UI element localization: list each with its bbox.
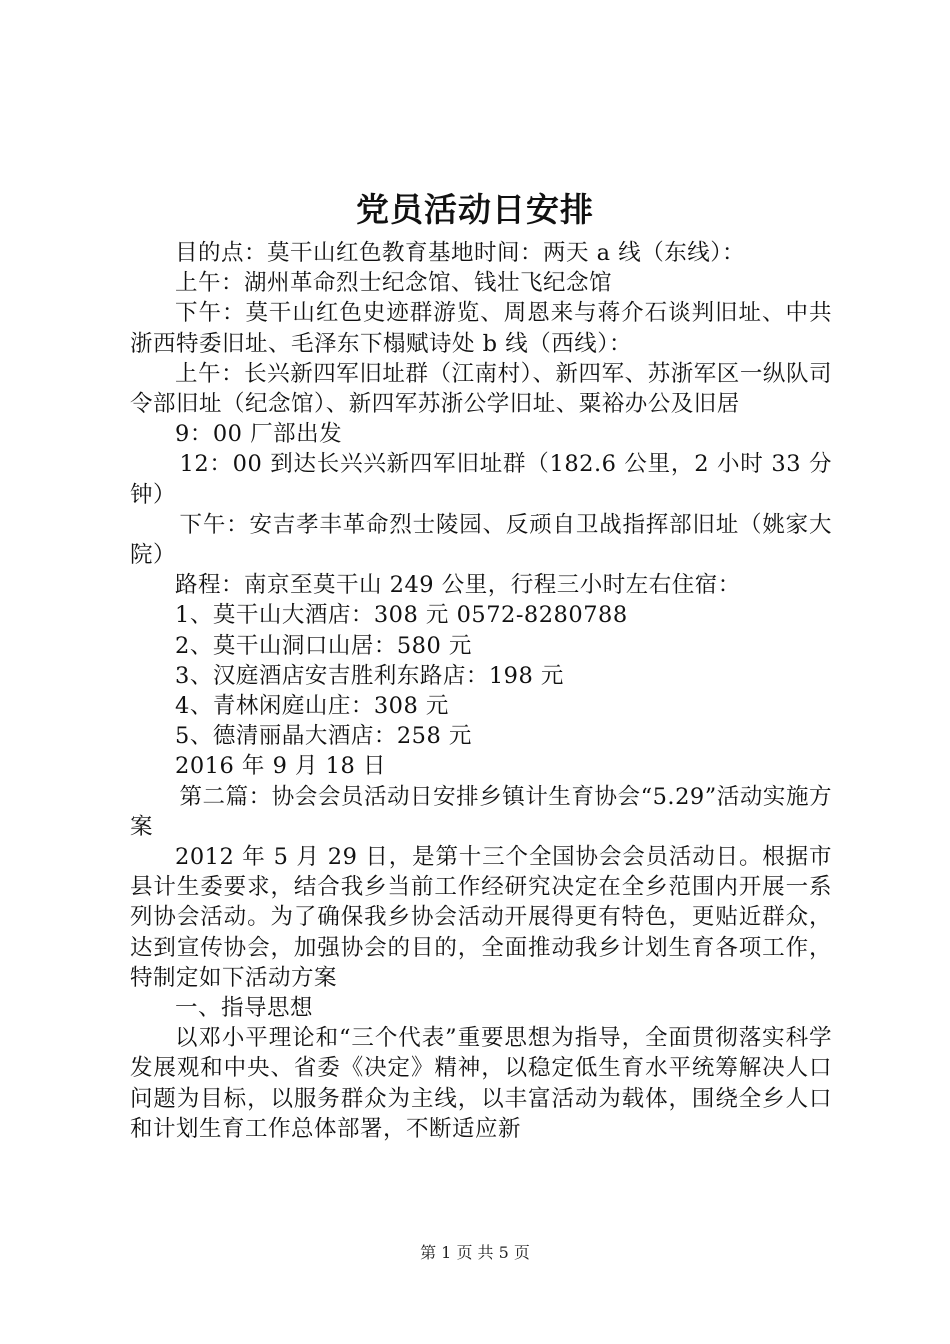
hotel-item: 2、莫干山洞口山居：580 元 bbox=[175, 632, 472, 659]
paragraph-line-b-afternoon: 下午：安吉孝丰革命烈士陵园、反顽自卫战指挥部旧址（姚家大院） bbox=[130, 511, 832, 569]
paragraph-departure: 9：00 厂部出发 bbox=[175, 421, 343, 448]
paragraph-intro: 2012 年 5 月 29 日，是第十三个全国协会会员活动日。根据市县计生委要求，结合我乡当前工作经研究决定在全乡范围内开展一系列协会活动。为了确保我乡协会活动开展得更有特色，更贴近群众，达到宣传协会，加强协会的目的，全面推动我乡计划生育各项工作，特制定如下活动方案 bbox=[130, 844, 832, 991]
hotel-item: 5、德清丽晶大酒店：258 元 bbox=[175, 723, 472, 750]
paragraph-arrival: 12：00 到达长兴兴新四军旧址群（182.6 公里，2 小时 33 分钟） bbox=[130, 451, 832, 508]
paragraph-guiding-ideology: 以邓小平理论和“三个代表”重要思想为指导，全面贯彻落实科学发展观和中央、省委《决定》精神，以稳定低生育水平统筹解决人口问题为目标，以服务群众为主线，以丰富活动为载体，围绕全乡人口和计划生育工作总体部署，不断适应新 bbox=[130, 1025, 832, 1142]
paragraph-route: 路程：南京至莫干山 249 公里，行程三小时左右住宿： bbox=[175, 572, 741, 599]
paragraph-line-a-afternoon: 下午：莫干山红色史迹群游览、周恩来与蒋介石谈判旧址、中共浙西特委旧址、毛泽东下榻赋诗处 b 线（西线）： bbox=[130, 300, 832, 357]
document-body bbox=[130, 238, 832, 1144]
section-heading-guiding-ideology: 一、指导思想 bbox=[175, 995, 314, 1022]
paragraph-line-a-morning: 上午：湖州革命烈士纪念馆、钱壮飞纪念馆 bbox=[175, 270, 613, 297]
paragraph-second-article-title: 第二篇：协会会员活动日安排乡镇计生育协会“5.29”活动实施方案 bbox=[130, 783, 832, 840]
hotel-item: 3、汉庭酒店安吉胜利东路店：198 元 bbox=[175, 662, 564, 689]
paragraph-line-b-morning: 上午：长兴新四军旧址群（江南村）、新四军、苏浙军区一纵队司令部旧址（纪念馆）、新四军苏浙公学旧址、粟裕办公及旧居 bbox=[130, 360, 832, 418]
hotel-item: 4、青林闲庭山庄：308 元 bbox=[175, 693, 449, 720]
paragraph-destination: 目的点：莫干山红色教育基地时间：两天 a 线（东线）： bbox=[175, 240, 745, 266]
document-title: 党员活动日安排 bbox=[356, 190, 594, 229]
hotel-item: 1、莫干山大酒店：308 元 0572-8280788 bbox=[175, 602, 628, 629]
page-number-footer: 第 1 页 共 5 页 bbox=[420, 1243, 530, 1262]
paragraph-date: 2016 年 9 月 18 日 bbox=[175, 753, 386, 780]
